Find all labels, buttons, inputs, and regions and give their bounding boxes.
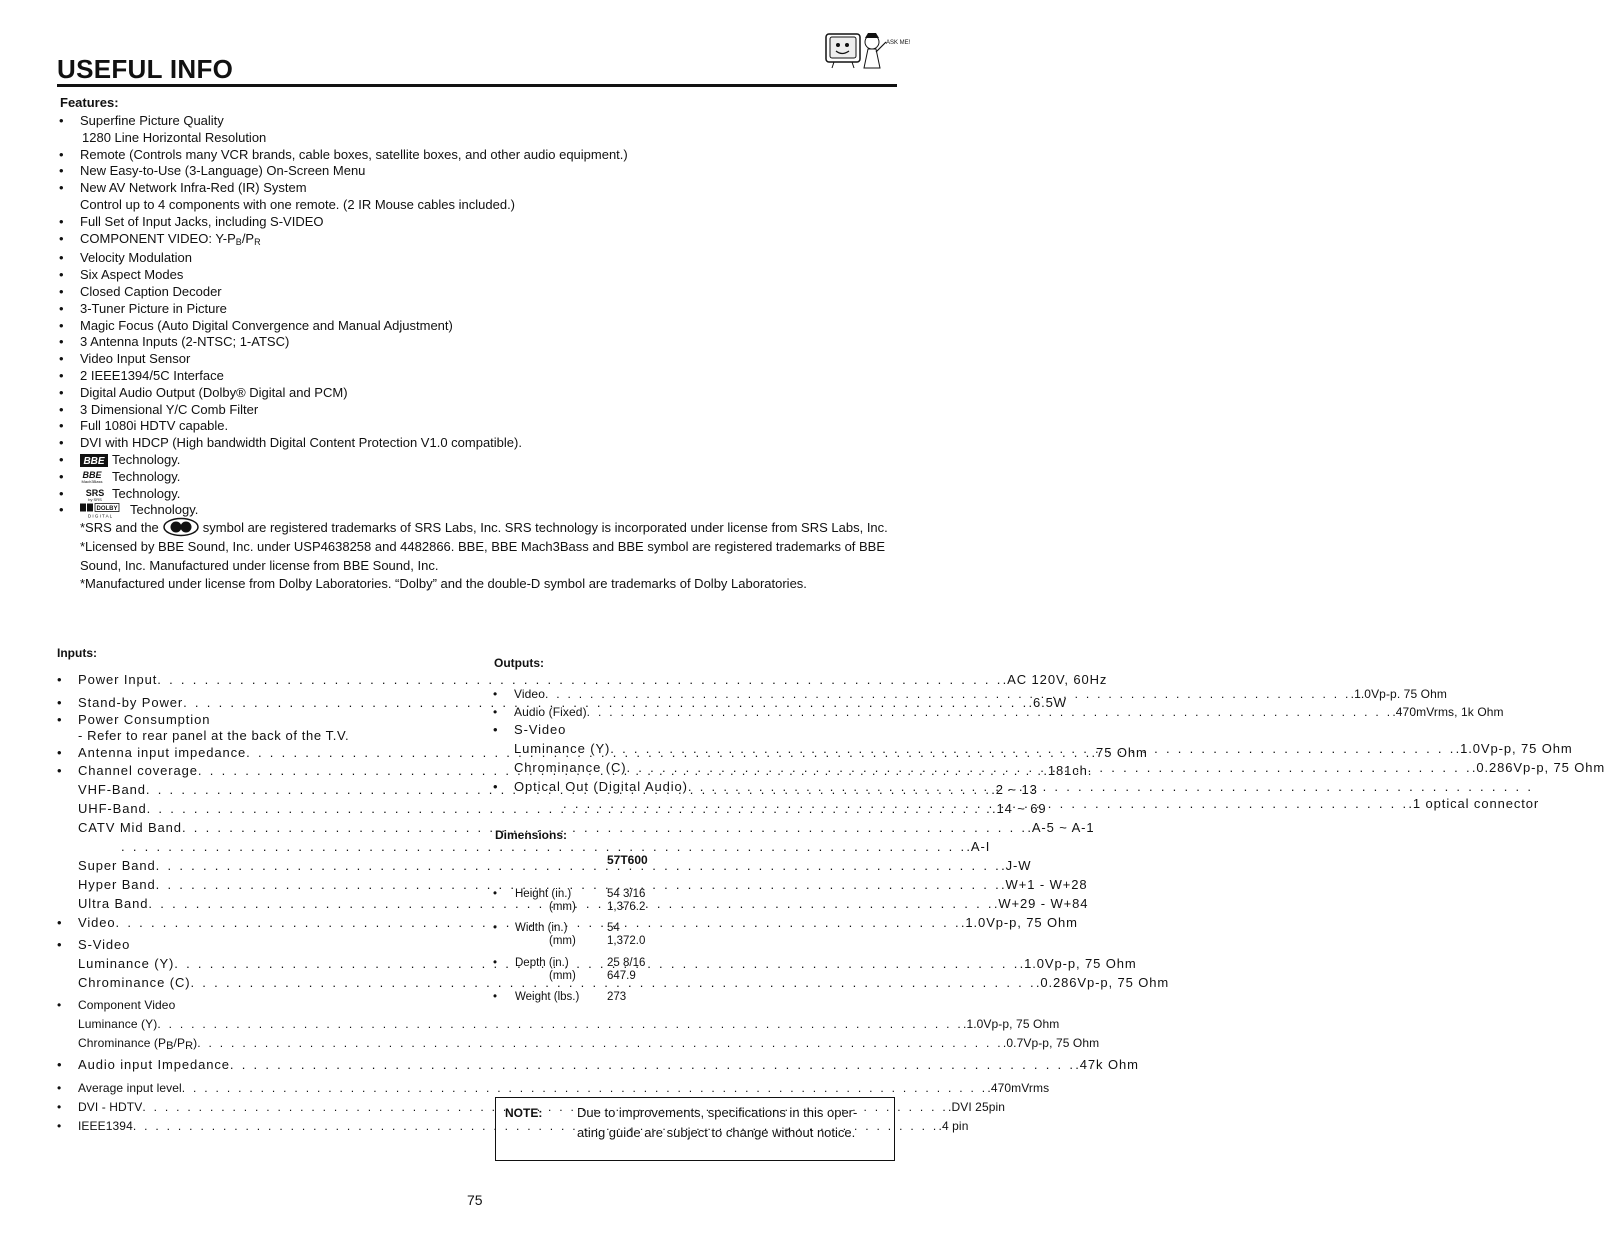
feature-item-srs: • SRS by SRS Technology. [59, 485, 181, 503]
feature-item: • New Easy-to-Use (3-Language) On-Screen Menu [59, 163, 366, 179]
spec-component-video: • Component Video [57, 998, 176, 1012]
svg-text:DOLBY: DOLBY [96, 506, 118, 513]
spec-hyper-band: Hyper Band . . . .W+1 - W+28 [78, 877, 401, 892]
feature-item: • 2 IEEE1394/5C Interface [59, 367, 224, 383]
bbe-mach3bass-logo-icon [80, 470, 108, 484]
feature-item: • Magic Focus (Auto Digital Convergence and Manual Adjustment) [59, 317, 453, 333]
svg-text:Mach3Bass: Mach3Bass [81, 479, 103, 485]
spec-video-input: • Video . . . .1.0Vp-p, 75 Ohm [57, 915, 401, 930]
spec-component-chrominance: Chrominance (PB/PR) . . . .0.7Vp-p, 75 Ohm [78, 1036, 401, 1052]
srs-logo-icon [80, 487, 108, 501]
spec-vhf-band: VHF-Band . . . .2 ~ 13 [78, 782, 401, 797]
spec-output-luminance: Luminance (Y) . . . .1.0Vp-p, 75 Ohm [514, 741, 837, 756]
spec-output-chrominance: Chrominance (C) . . . .0.286Vp-p, 75 Ohm [514, 760, 837, 775]
feature-item: • Digital Audio Output (Dolby® Digital and PCM) [59, 384, 348, 400]
spec-svideo-chrominance: Chrominance (C) . . . .0.286Vp-p, 75 Ohm [78, 975, 401, 990]
spec-optical-out: • Optical Out (Digital Audio) . . . [493, 779, 837, 794]
feature-item: • Closed Caption Decoder [59, 283, 222, 299]
feature-item-dolby: • DOLBY D I G I T A L Technology. [59, 502, 199, 519]
note-line-2: ating guide are subject to change without notice. [577, 1125, 856, 1140]
feature-item: • Velocity Modulation [59, 250, 193, 266]
note-label: NOTE: [505, 1106, 543, 1120]
spec-catv-mid-band-cont: . . . .A-I [121, 839, 401, 854]
mascot-sign-text: ASK ME! [886, 40, 911, 46]
outputs-heading: Outputs: [494, 656, 544, 670]
feature-item: • DVI with HDCP (High bandwidth Digital Content Protection V1.0 compatible). [59, 435, 522, 451]
spec-svideo-input: • S-Video [57, 937, 131, 952]
srs-trademark-note: *SRS and the symbol are registered trademarks of SRS Labs, Inc. SRS technology is incorporated under license from SRS Labs, Inc. [80, 520, 888, 535]
spec-antenna-impedance: • Antenna input impedance . . . .75 Ohm [57, 745, 401, 760]
feature-subitem: 1280 Line Horizontal Resolution [82, 129, 267, 145]
spec-ieee1394: • IEEE1394 . . . .4 pin [57, 1119, 401, 1133]
note-box [495, 1097, 895, 1161]
feature-item: • Remote (Controls many VCR brands, cable boxes, satellite boxes, and other audio equipment.) [59, 146, 628, 162]
bbe-logo-icon [80, 454, 108, 467]
feature-item: • Video Input Sensor [59, 351, 191, 367]
note-line-1: Due to improvements, specifications in this oper- [577, 1105, 858, 1120]
dimensions-table: • Height (in.) 54 3/16 (mm) 1,376.2 • Width (in.) 54 (mm) 1,372.0 • Depth (in.) 25 8/16 (mm) 647.9 • Weight (lbs.) 273 [493, 888, 646, 1003]
spec-catv-mid-band: CATV Mid Band . . . .A-5 ~ A-1 [78, 820, 401, 835]
features-list [57, 113, 917, 519]
title-rule [57, 84, 897, 87]
model-number: 57T600 [607, 853, 648, 867]
page-title: USEFUL INFO [57, 54, 234, 84]
svg-text:D I G I T A L: D I G I T A L [87, 513, 113, 519]
dimensions-heading: Dimensions: [495, 828, 568, 842]
spec-svideo-output: • S-Video [493, 722, 567, 737]
svg-text:BBE: BBE [82, 470, 102, 481]
spec-ultra-band: Ultra Band . . . .W+29 - W+84 [78, 896, 401, 911]
feature-item: • New AV Network Infra-Red (IR) System [59, 180, 307, 196]
spec-channel-coverage: • Channel coverage . . . .181ch. [57, 763, 401, 778]
feature-item: • Six Aspect Modes [59, 267, 184, 283]
spec-power-consumption: • Power Consumption [57, 712, 211, 727]
feature-item-bbe: • BBE Technology. [59, 451, 181, 467]
feature-item: • 3 Antenna Inputs (2-NTSC; 1-ATSC) [59, 334, 290, 350]
spec-average-input-level: • Average input level . . . .470mVrms [57, 1081, 401, 1095]
svg-text:BBE: BBE [83, 456, 105, 467]
feature-item: • Superfine Picture Quality [59, 113, 224, 128]
spec-component-luminance: Luminance (Y) . . . .1.0Vp-p, 75 Ohm [78, 1017, 401, 1031]
page-number: 75 [467, 1192, 483, 1208]
mascot-tv-icon [824, 28, 911, 82]
trademark-notes [80, 518, 910, 592]
feature-item: • 3 Dimensional Y/C Comb Filter [59, 401, 259, 417]
feature-item-component-video: • COMPONENT VIDEO: Y-PB/PR [59, 230, 261, 247]
features-heading: Features: [60, 95, 119, 110]
dolby-digital-logo-icon [80, 503, 126, 518]
feature-item: • Full 1080i HDTV capable. [59, 418, 229, 434]
bbe-trademark-note: *Licensed by BBE Sound, Inc. under USP4638258 and 4482866. BBE, BBE Mach3Bass and BBE symbol are registered trademarks of BBE Sound, Inc. Manufactured under license from BBE Sound, Inc. [80, 538, 886, 573]
spec-optical-out-cont: . . . .1 optical connector [563, 796, 837, 811]
spec-video-output: • Video . . . .1.0Vp-p. 75 Ohm [493, 687, 837, 701]
spec-uhf-band: UHF-Band . . . .14 ~ 69 [78, 801, 401, 816]
dolby-trademark-note: *Manufactured under license from Dolby Laboratories. “Dolby” and the double-D symbol are trademarks of Dolby Laboratories. [80, 575, 807, 591]
spec-audio-input-impedance: • Audio input Impedance . . . .47k Ohm [57, 1057, 401, 1072]
spec-super-band: Super Band . . . .J-W [78, 858, 401, 873]
inputs-heading: Inputs: [57, 646, 97, 660]
spec-svideo-luminance: Luminance (Y) . . . .1.0Vp-p, 75 Ohm [78, 956, 401, 971]
spec-power-input: • Power Input . . . .AC 120V, 60Hz [57, 672, 401, 687]
svg-text:by SRS: by SRS [88, 497, 102, 503]
srs-symbol-icon [163, 518, 199, 536]
spec-standby-power: • Stand-by Power . . . .6.5W [57, 695, 401, 710]
svg-text:SRS: SRS [85, 488, 105, 499]
spec-power-consumption-note: - Refer to rear panel at the back of the T.V. [78, 728, 350, 743]
spec-audio-fixed: • Audio (Fixed) . . . .470mVrms, 1k Ohm [493, 705, 837, 719]
feature-item: • Full Set of Input Jacks, including S-VIDEO [59, 213, 324, 229]
spec-dvi-hdtv: • DVI - HDTV . . . .DVI 25pin [57, 1100, 401, 1114]
feature-item: • 3-Tuner Picture in Picture [59, 300, 227, 316]
feature-item-bbe-mach3bass: • BBE Mach3Bass Technology. [59, 468, 181, 485]
feature-continuation: Control up to 4 components with one remote. (2 IR Mouse cables included.) [80, 196, 516, 212]
